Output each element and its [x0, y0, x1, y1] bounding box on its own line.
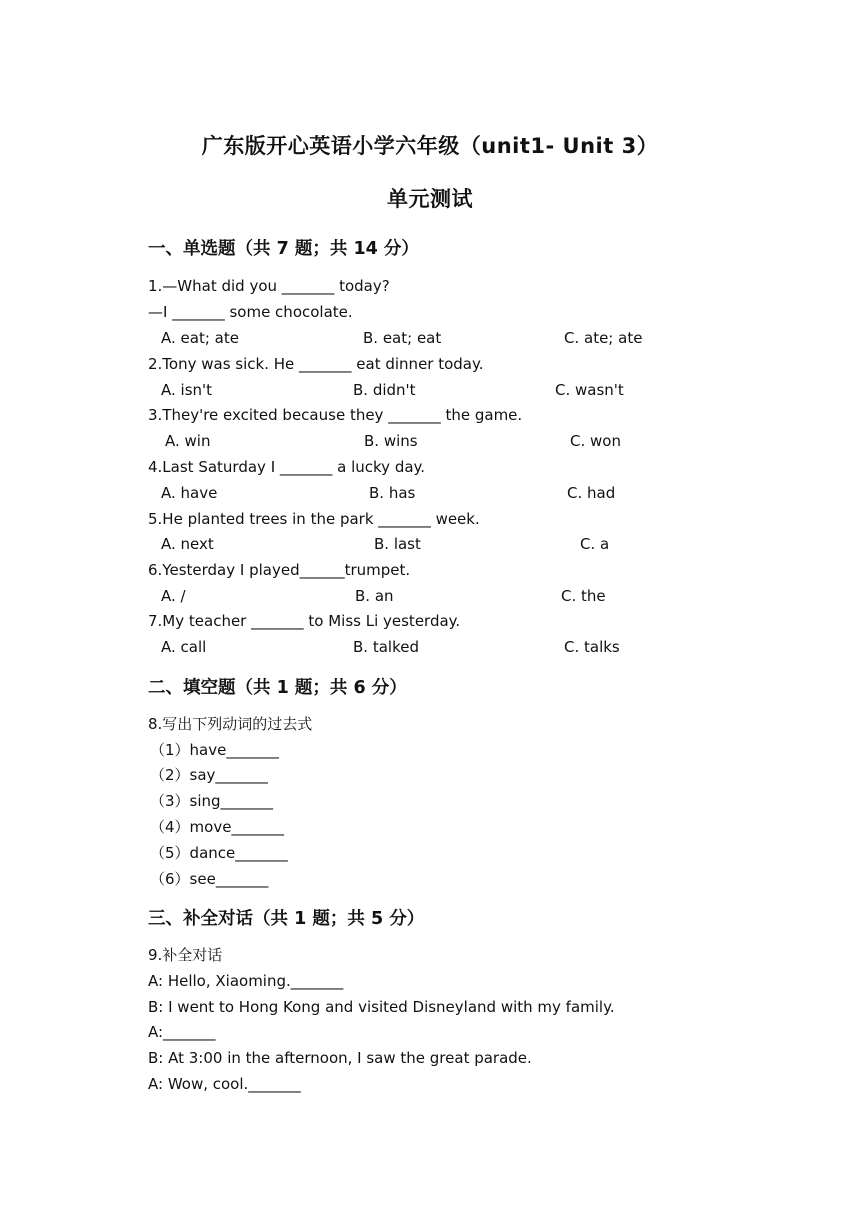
- question-6-option-a: A. /: [161, 587, 186, 605]
- dialogue-line: A:_______: [148, 1023, 216, 1041]
- question-9-stem: 9.补全对话: [148, 946, 223, 964]
- dialogue-line: A: Wow, cool._______: [148, 1075, 301, 1093]
- question-8-item: （4）move_______: [150, 818, 284, 836]
- question-8-stem: 8.写出下列动词的过去式: [148, 715, 313, 733]
- question-3-option-b: B. wins: [364, 432, 418, 450]
- document-subtitle: 单元测试: [387, 187, 473, 211]
- question-1-option-c: C. ate; ate: [564, 329, 643, 347]
- question-5-option-c: C. a: [580, 535, 610, 553]
- question-5-stem: 5.He planted trees in the park _______ week.: [148, 510, 480, 528]
- question-1-stem: 1.—What did you _______ today?: [148, 277, 390, 295]
- question-3-option-c: C. won: [570, 432, 621, 450]
- question-8-item: （3）sing_______: [150, 792, 274, 810]
- question-7-option-a: A. call: [161, 638, 207, 656]
- document-title: 广东版开心英语小学六年级（unit1- Unit 3）: [201, 134, 659, 158]
- question-4-option-a: A. have: [161, 484, 218, 502]
- question-7-option-c: C. talks: [564, 638, 620, 656]
- section-heading-fill-in: 二、填空题（共 1 题；共 6 分）: [148, 678, 407, 698]
- question-8-item: （1）have_______: [150, 741, 279, 759]
- question-4-option-c: C. had: [567, 484, 616, 502]
- question-1-option-a: A. eat; ate: [161, 329, 239, 347]
- question-7-stem: 7.My teacher _______ to Miss Li yesterday.: [148, 612, 461, 630]
- question-6-stem: 6.Yesterday I played______trumpet.: [148, 561, 411, 579]
- question-6-option-b: B. an: [355, 587, 394, 605]
- section-heading-single-choice: 一、单选题（共 7 题；共 14 分）: [148, 239, 419, 259]
- question-2-stem: 2.Tony was sick. He _______ eat dinner today.: [148, 355, 484, 373]
- question-8-item: （2）say_______: [150, 766, 268, 784]
- dialogue-line: A: Hello, Xiaoming._______: [148, 972, 344, 990]
- question-6-option-c: C. the: [561, 587, 606, 605]
- question-2-option-b: B. didn't: [353, 381, 416, 399]
- question-4-option-b: B. has: [369, 484, 416, 502]
- dialogue-line: B: At 3:00 in the afternoon, I saw the great parade.: [148, 1049, 532, 1067]
- question-4-stem: 4.Last Saturday I _______ a lucky day.: [148, 458, 426, 476]
- dialogue-line: B: I went to Hong Kong and visited Disneyland with my family.: [148, 998, 615, 1016]
- question-1-stem-line2: —I _______ some chocolate.: [148, 303, 353, 321]
- question-2-option-a: A. isn't: [161, 381, 213, 399]
- question-3-option-a: A. win: [165, 432, 211, 450]
- question-5-option-b: B. last: [374, 535, 421, 553]
- question-1-option-b: B. eat; eat: [363, 329, 442, 347]
- question-2-option-c: C. wasn't: [555, 381, 624, 399]
- question-5-option-a: A. next: [161, 535, 214, 553]
- question-3-stem: 3.They're excited because they _______ the game.: [148, 406, 523, 424]
- question-8-item: （6）see_______: [150, 870, 269, 888]
- question-8-item: （5）dance_______: [150, 844, 288, 862]
- section-heading-dialogue: 三、补全对话（共 1 题；共 5 分）: [148, 909, 425, 929]
- question-7-option-b: B. talked: [353, 638, 419, 656]
